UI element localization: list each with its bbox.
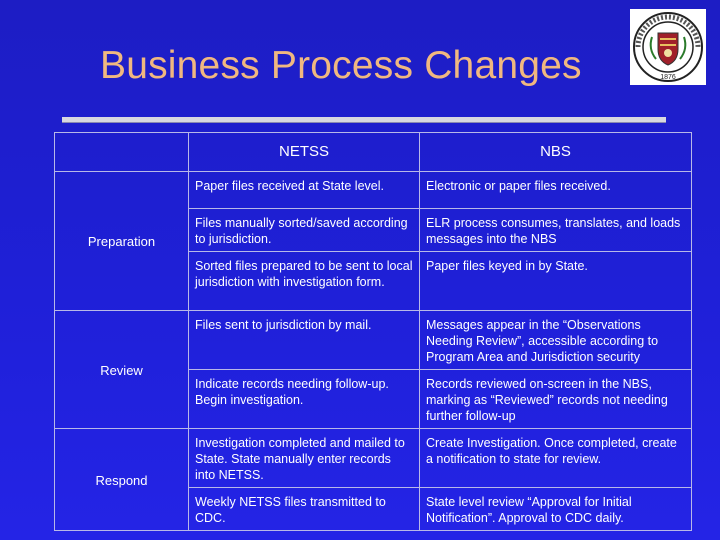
netss-cell: Paper files received at State level. (189, 172, 420, 209)
table-header-row (55, 133, 692, 172)
nbs-cell: Messages appear in the “Observations Needing Review”, accessible according to Program Area and Jurisdiction security (420, 311, 692, 370)
netss-cell: Indicate records needing follow-up. Begin investigation. (189, 370, 420, 429)
netss-cell: Investigation completed and mailed to State. State manually enter records into NETSS. (189, 429, 420, 488)
nbs-cell: Electronic or paper files received. (420, 172, 692, 209)
table-row (55, 311, 692, 370)
nbs-cell: State level review “Approval for Initial Notification”. Approval to CDC daily. (420, 488, 692, 531)
stage-preparation: Preparation (55, 172, 189, 311)
nbs-cell: Create Investigation. Once completed, create a notification to state for review. (420, 429, 692, 488)
table-row (55, 172, 692, 209)
table-row (55, 429, 692, 488)
slide-title: Business Process Changes (100, 44, 582, 87)
nbs-cell: Records reviewed on-screen in the NBS, marking as “Reviewed” records not needing further follow-up (420, 370, 692, 429)
header-cell-netss: NETSS (189, 133, 420, 172)
netss-cell: Files sent to jurisdiction by mail. (189, 311, 420, 370)
process-comparison-table (54, 132, 692, 531)
nbs-cell: ELR process consumes, translates, and loads messages into the NBS (420, 209, 692, 252)
netss-cell: Weekly NETSS files transmitted to CDC. (189, 488, 420, 531)
header-cell-nbs: NBS (420, 133, 692, 172)
netss-cell: Sorted files prepared to be sent to local jurisdiction with investigation form. (189, 252, 420, 311)
seal-year-text: 1876 (660, 74, 676, 81)
netss-cell: Files manually sorted/saved according to jurisdiction. (189, 209, 420, 252)
stage-respond: Respond (55, 429, 189, 531)
header-cell-blank (55, 133, 189, 172)
university-seal-icon (630, 9, 706, 85)
stage-review: Review (55, 311, 189, 429)
title-divider (62, 117, 666, 122)
nbs-cell: Paper files keyed in by State. (420, 252, 692, 311)
